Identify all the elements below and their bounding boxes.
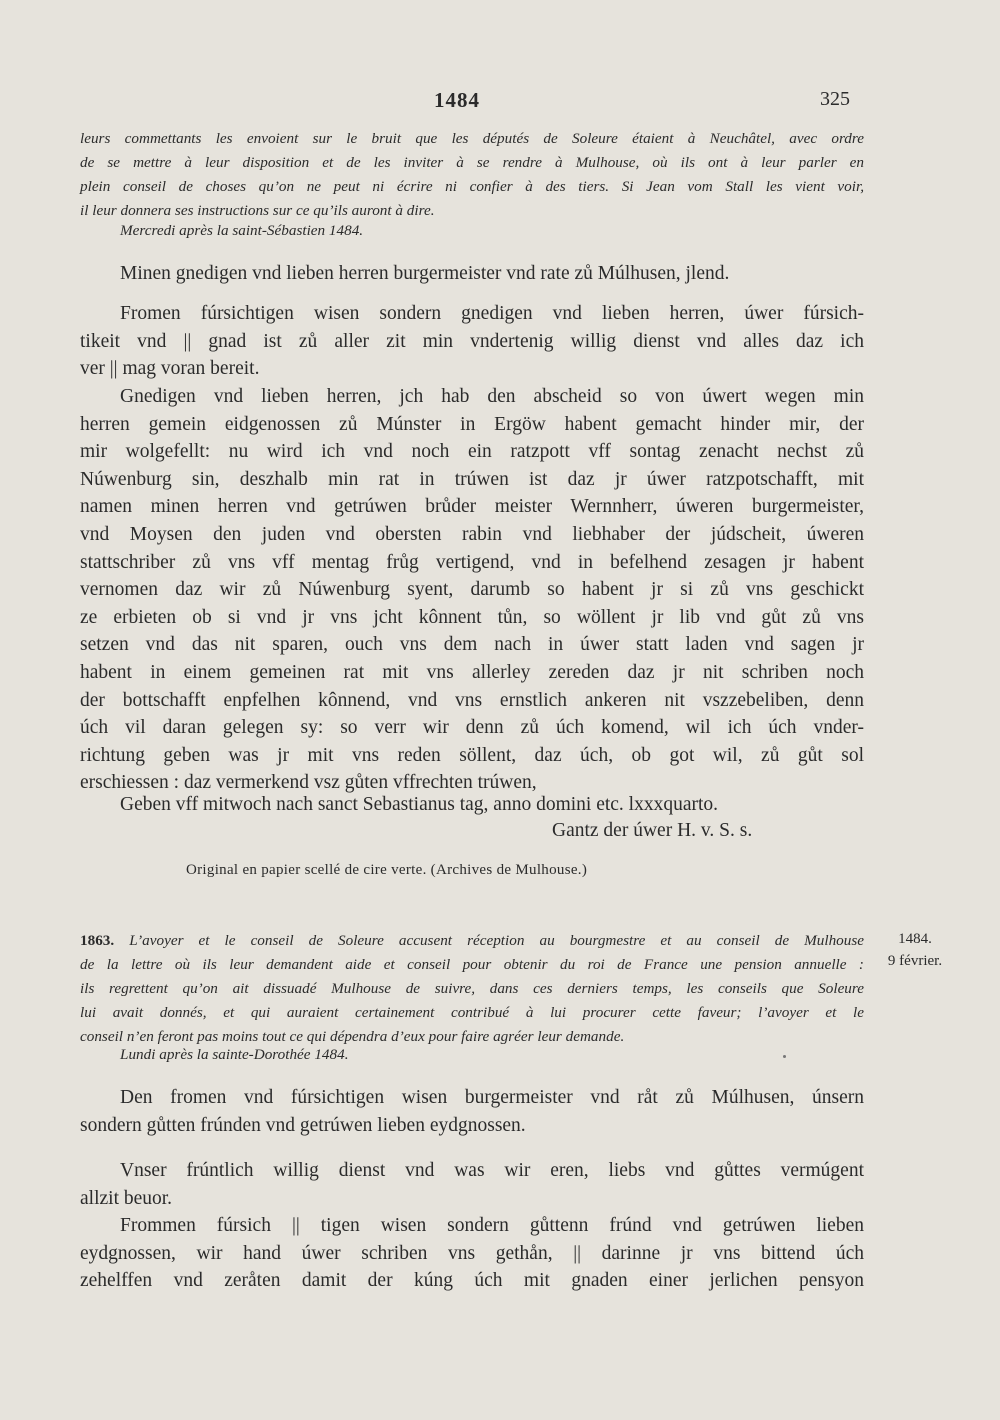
text-line: der bottschafft enpfelhen kônnend, vnd vns ernstlich ankeren nit vszzebeliben, denn	[80, 689, 864, 711]
doc1-date: Mercredi après la saint-Sébastien 1484.	[120, 222, 364, 239]
address-line: Den fromen vnd fúrsichtigen wisen burgermeister vnd råt zů Múlhusen, únsern	[120, 1087, 864, 1108]
margin-year: 1484.	[898, 931, 932, 947]
summary-line: il leur donnera ses instructions sur ce qu’ils auront à dire.	[80, 202, 435, 219]
summary-line: ils regrettent qu’on ait dissuadé Mulhouse de suivre, dans ces derniers temps, les conseils que Soleure	[80, 980, 864, 997]
doc1-summary	[80, 127, 864, 223]
doc2-margin-date	[870, 928, 960, 972]
doc2-greeting	[80, 1157, 864, 1212]
text-line: setzen vnd das nit sparen, ouch vns dem nach in úwer statt laden vnd sagen jr	[80, 634, 864, 656]
summary-line: de la lettre où ils leur demandent aide et conseil pour obtenir du roi de France une pension annuelle :	[80, 956, 864, 973]
doc1-signature: Gantz der úwer H. v. S. s.	[552, 820, 753, 841]
document-number: 1863.	[80, 932, 115, 949]
doc2-paragraph	[80, 1212, 864, 1295]
text-line: erschiessen : daz vermerkend vsz gůten vffrechten trúwen,	[80, 772, 537, 794]
text-line: allzit beuor.	[80, 1187, 173, 1209]
text-line: vernomen daz wir zů Núwenburg syent, darumb so habent jr si zů vns geschickt	[80, 579, 864, 601]
doc1-dating-line: Geben vff mitwoch nach sanct Sebastianus tag, anno domini etc. lxxxquarto.	[120, 794, 719, 815]
address-line: Minen gnedigen vnd lieben herren burgermeister vnd rate zů Múlhusen, jlend.	[120, 263, 730, 284]
page-header-year: 1484	[434, 88, 480, 112]
text-line: stattschriber zů vns vff mentag frůg vertigend, vnd in befelhend zesagen jr habent	[80, 551, 864, 573]
summary-line-text: L’avoyer et le conseil de Soleure accusent réception au bourgmestre et au conseil de Mulhouse	[129, 932, 865, 949]
text-line: ze erbieten ob si vnd jr vns jcht kônnent tůn, so wöllent jr lib vnd gůt zů vns	[80, 606, 864, 628]
text-line: habent in einem gemeinen rat mit vns allerley zereden daz jr nit schriben noch	[80, 661, 864, 683]
summary-line: de se mettre à leur disposition et de les inviter à se rendre à Mulhouse, où ils ont à leur parler en	[80, 154, 864, 171]
text-line: Gnedigen vnd lieben herren, jch hab den abscheid so von úwert wegen min	[120, 386, 864, 407]
summary-line: conseil n’en feront pas moins tout ce qui dépendra d’eux pour faire agréer leur demande.	[80, 1028, 625, 1045]
text-line: vnd Moysen den juden vnd obersten rabin vnd liebhaber der júdscheit, úweren	[80, 523, 864, 545]
doc2-summary	[80, 929, 864, 1049]
text-line: úch vil daran gelegen sy: so verr wir denn zů úch komend, wil ich úch vnder-	[80, 717, 864, 739]
text-line: eydgnossen, wir hand úwer schriben vns gethån, || darinne jr vns bittend úch	[80, 1242, 864, 1264]
address-line: sondern gůtten frúnden vnd getrúwen lieben eydgnossen.	[80, 1114, 526, 1136]
doc2-date: Lundi après la sainte-Dorothée 1484.	[120, 1046, 349, 1063]
text-line: richtung geben was jr mit vns reden söllent, daz úch, ob got wil, zů gůt sol	[80, 744, 864, 766]
ink-dot	[783, 1055, 786, 1058]
margin-day: 9 février.	[887, 953, 943, 969]
text-line: Frommen fúrsich || tigen wisen sondern gůttenn frúnd vnd getrúwen lieben	[120, 1215, 864, 1236]
doc1-paragraph-1	[80, 300, 864, 383]
text-line: mir wolgefellt: nu wird ich vnd noch ein ratzpott vff sontag zenacht nechst zů	[80, 441, 864, 463]
doc1-paragraph-2	[80, 383, 864, 797]
text-line: zehelffen vnd zeråten damit der kúng úch mit gnaden einer jerlichen pensyon	[80, 1270, 864, 1292]
doc1-address	[80, 260, 864, 288]
summary-line: leurs commettants les envoient sur le bruit que les députés de Soleure étaient à Neuchâtel, avec ordre	[80, 130, 864, 147]
text-line: tikeit vnd || gnad ist zů aller zit min vndertenig willig dienst vnd alles daz ich	[80, 330, 864, 352]
text-line: ver || mag voran bereit.	[80, 358, 260, 380]
doc1-source-note: Original en papier scellé de cire verte. (Archives de Mulhouse.)	[186, 862, 588, 878]
text-line: namen minen herren vnd getrúwen brůder meister Wernnherr, úweren burgermeister,	[80, 496, 864, 518]
doc2-address	[80, 1084, 864, 1139]
page-number: 325	[820, 88, 850, 110]
summary-line: plein conseil de choses qu’on ne peut ni écrire ni confier à des tiers. Si Jean vom Stall les vient voir,	[80, 178, 864, 195]
text-line: Fromen fúrsichtigen wisen sondern gnedigen vnd lieben herren, úwer fúrsich-	[120, 303, 864, 324]
text-line: Núwenburg sin, deszhalb min rat in trúwen ist daz jr úwer ratzpotschafft, mit	[80, 468, 864, 490]
text-line: Vnser frúntlich willig dienst vnd was wir eren, liebs vnd gůttes vermúgent	[120, 1160, 864, 1181]
text-line: herren gemein eidgenossen zů Múnster in Ergöw habent gemacht hinder mir, der	[80, 413, 864, 435]
summary-line	[80, 929, 864, 953]
summary-line: lui avait donnés, et qui auraient certainement contribué à lui procurer cette faveur; l’avoyer et le	[80, 1004, 864, 1021]
